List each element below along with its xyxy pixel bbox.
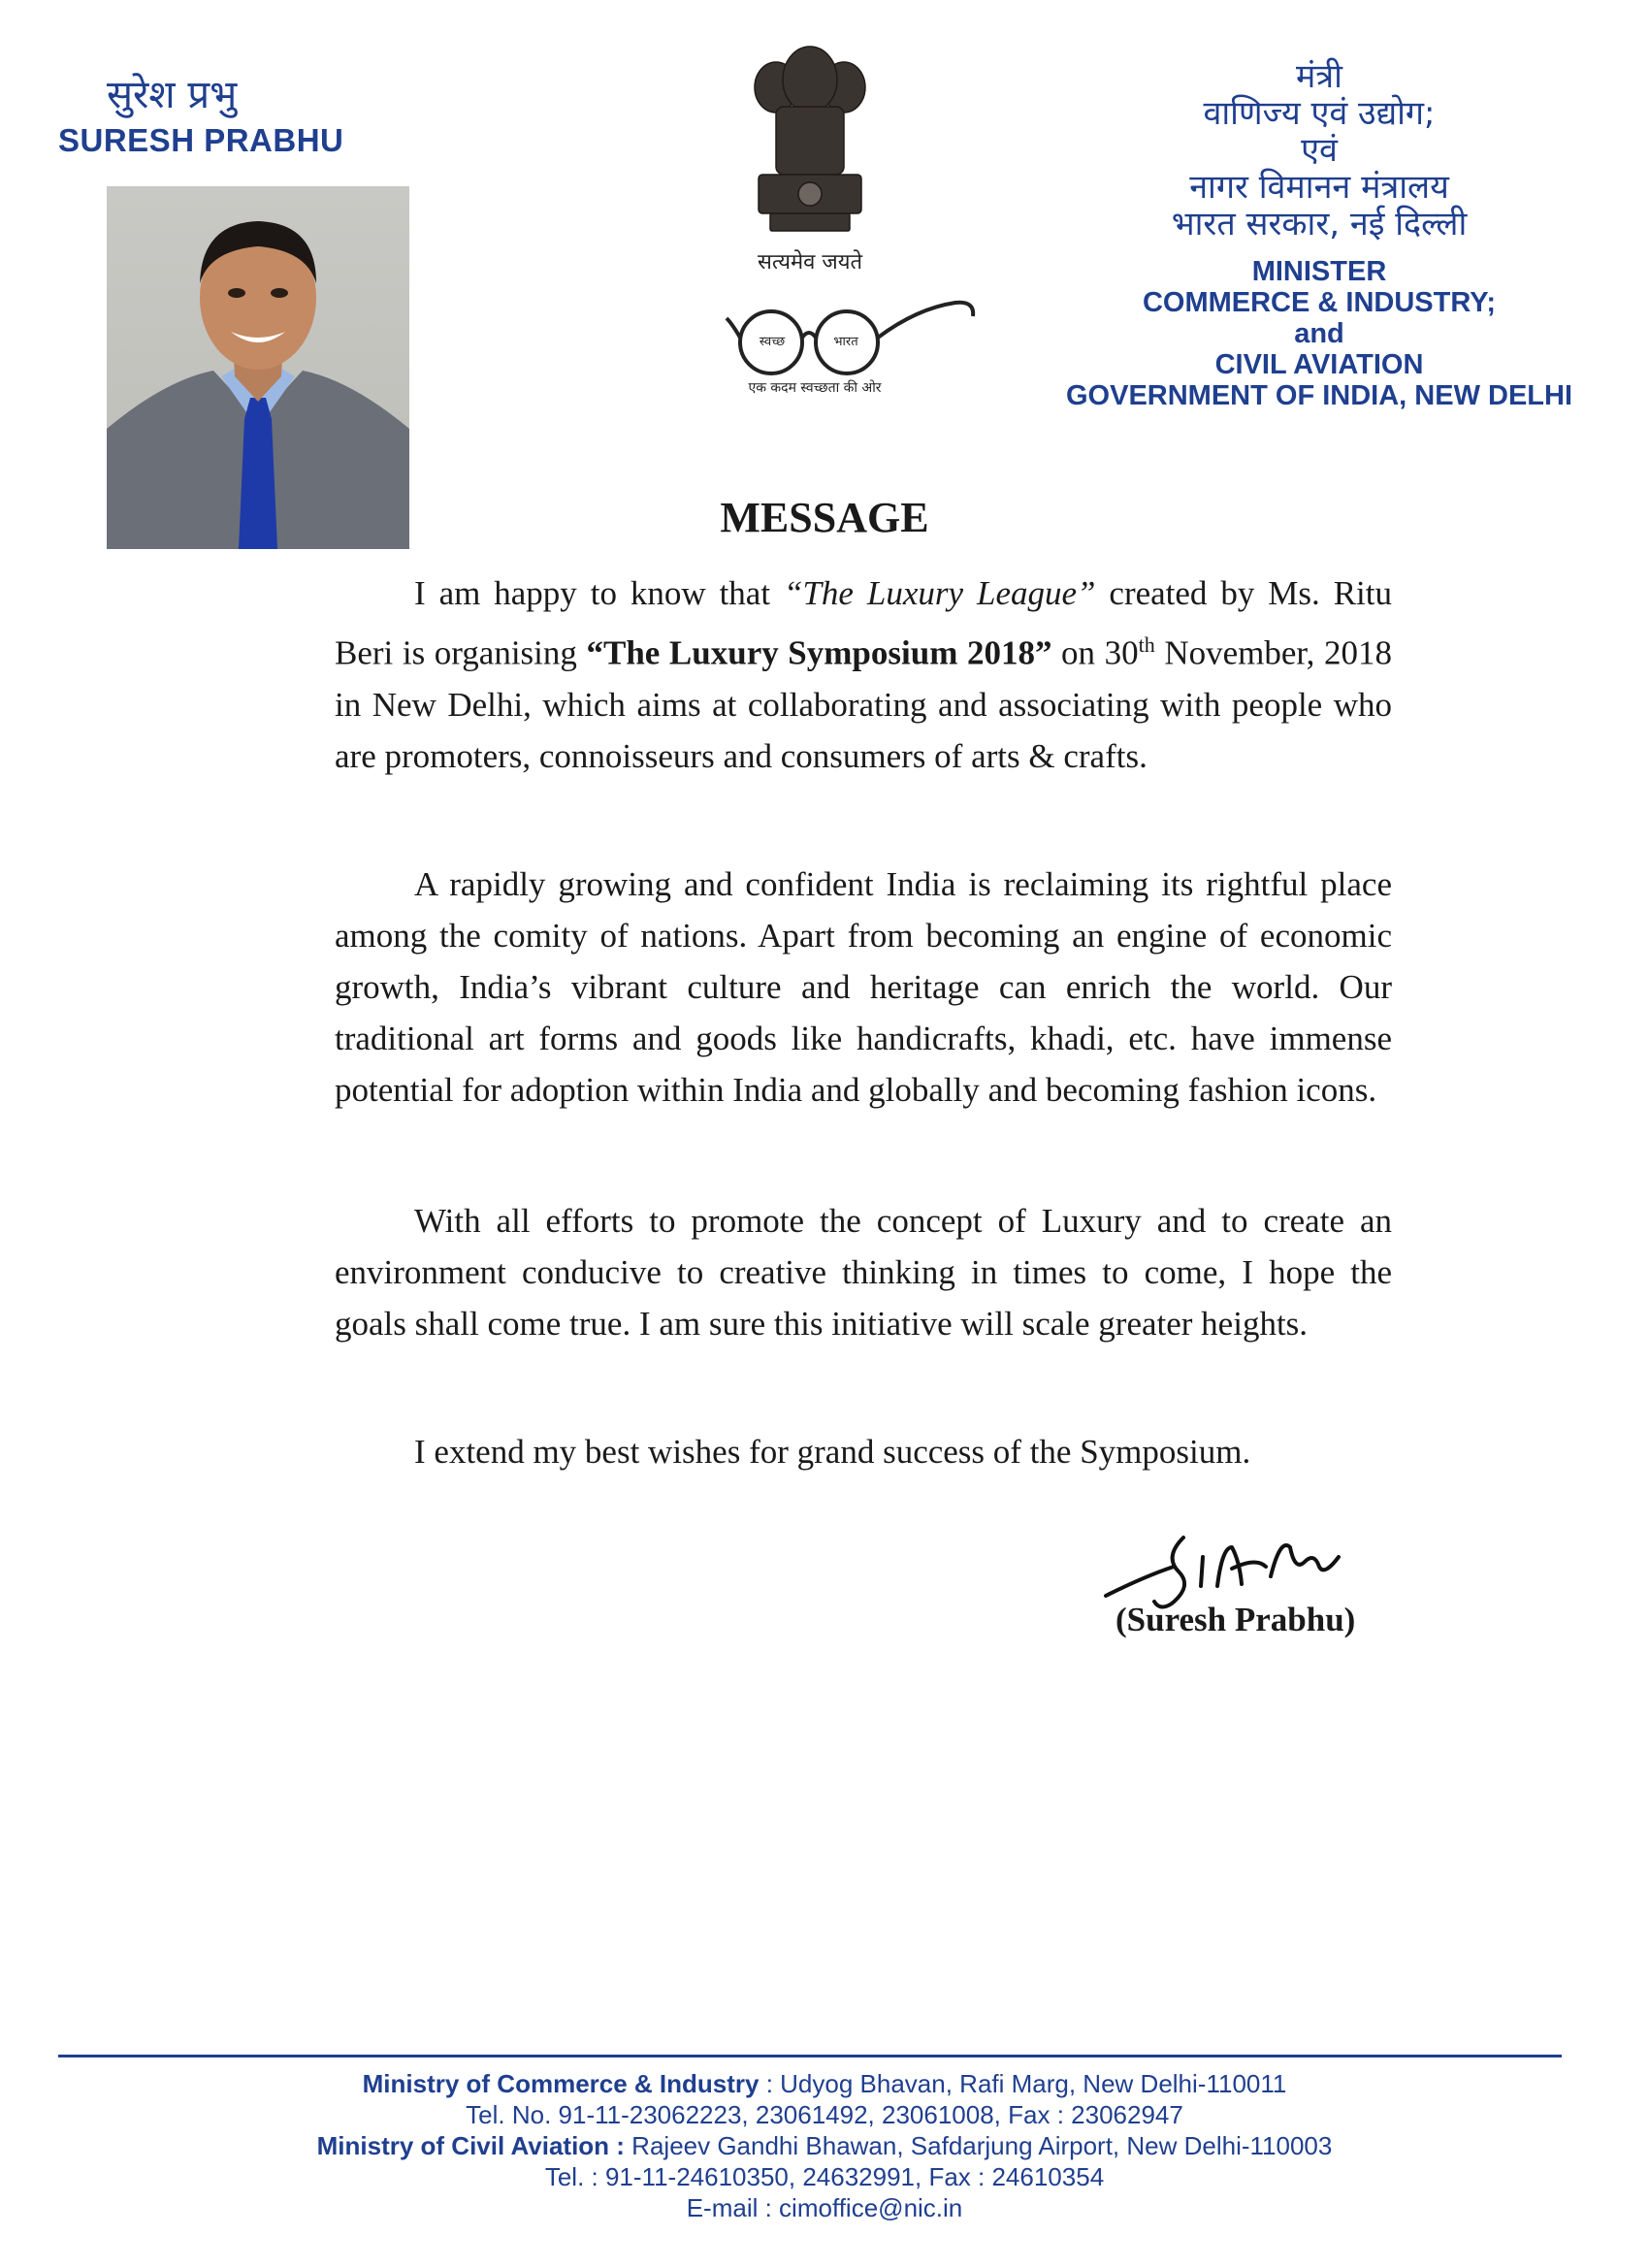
swachh-label: स्वच्छ xyxy=(759,335,786,349)
footer-line-aviation xyxy=(0,2130,1649,2161)
message-paragraph-2 xyxy=(335,859,1392,1116)
satyameva-jayate-motto: सत्यमेव जयते xyxy=(757,250,863,275)
date-suffix: th xyxy=(1138,632,1155,657)
p1-text: November, 2018 in New Delhi, which aims at collaborating and associating with people who are promoters, connoisseurs and consumers of arts & crafts. xyxy=(335,633,1392,775)
designation-block xyxy=(1048,58,1591,411)
bharat-label: भारत xyxy=(833,335,858,349)
message-paragraph-4 xyxy=(335,1426,1392,1477)
aviation-ministry-label: Ministry of Civil Aviation : xyxy=(316,2131,625,2160)
designation-hindi-line: वाणिज्य एवं उद्योग; xyxy=(1203,94,1436,133)
luxury-league-name: “The Luxury League” xyxy=(784,574,1096,612)
message-paragraph-1 xyxy=(335,567,1392,782)
message-paragraph-3 xyxy=(335,1195,1392,1349)
designation-english-line: COMMERCE & INDUSTRY; xyxy=(1142,287,1497,318)
footer-line-commerce xyxy=(0,2068,1649,2099)
p1-text: I am happy to know that xyxy=(414,574,784,612)
national-emblem-icon xyxy=(737,39,883,243)
aviation-address: Rajeev Gandhi Bhawan, Safdarjung Airport, New Delhi-110003 xyxy=(624,2131,1333,2160)
p1-text: on 30 xyxy=(1051,633,1139,672)
designation-english-line: GOVERNMENT OF INDIA, NEW DELHI xyxy=(1066,380,1572,411)
p1-text: created by Ms. Ritu Beri is organising xyxy=(335,574,1392,672)
signatory-name: (Suresh Prabhu) xyxy=(1116,1601,1356,1638)
designation-hindi-line: भारत सरकार, नई दिल्ली xyxy=(1171,205,1468,243)
designation-hindi-line: एवं xyxy=(1301,131,1338,170)
footer-divider xyxy=(58,2055,1562,2057)
designation-hindi-line: नागर विमानन मंत्रालय xyxy=(1189,168,1449,207)
p4-text: I extend my best wishes for grand success of the Symposium. xyxy=(414,1433,1251,1471)
name-hindi: सुरेश प्रभु xyxy=(107,73,238,117)
symposium-name: “The Luxury Symposium 2018” xyxy=(586,633,1052,672)
designation-english-line: MINISTER xyxy=(1251,256,1387,287)
p2-text: A rapidly growing and confident India is reclaiming its rightful place among the comity of nations. Apart from becoming an engine of economic growth, India’s vibrant culture and heritage can enrich the world. Our traditional art forms and goods like handicrafts, khadi, etc. have immense potential for adoption within India and globally and becoming fashion icons. xyxy=(335,865,1392,1109)
commerce-address: : Udyog Bhavan, Rafi Marg, New Delhi-110011 xyxy=(759,2069,1287,2098)
footer-line-commerce-tel: Tel. No. 91-11-23062223, 23061492, 23061008, Fax : 23062947 xyxy=(466,2100,1183,2129)
designation-english-line: and xyxy=(1294,318,1344,349)
footer-address-block xyxy=(0,2068,1649,2223)
footer-line-aviation-tel: Tel. : 91-11-24610350, 24632991, Fax : 24610354 xyxy=(544,2162,1105,2191)
designation-hindi-line: मंत्री xyxy=(1296,57,1342,96)
p3-text: With all efforts to promote the concept of Luxury and to create an environment conducive to creative thinking in times to come, I hope the goals shall come true. I am sure this initiative will scale greater heights. xyxy=(335,1202,1392,1343)
swachh-tagline: एक कदम स्वच्छता की ओर xyxy=(748,380,882,396)
name-english: SURESH PRABHU xyxy=(58,122,344,158)
designation-english-line: CIVIL AVIATION xyxy=(1214,349,1424,380)
message-heading: MESSAGE xyxy=(720,494,929,541)
footer-email: E-mail : cimoffice@nic.in xyxy=(686,2193,963,2222)
commerce-ministry-label: Ministry of Commerce & Industry xyxy=(362,2069,760,2098)
